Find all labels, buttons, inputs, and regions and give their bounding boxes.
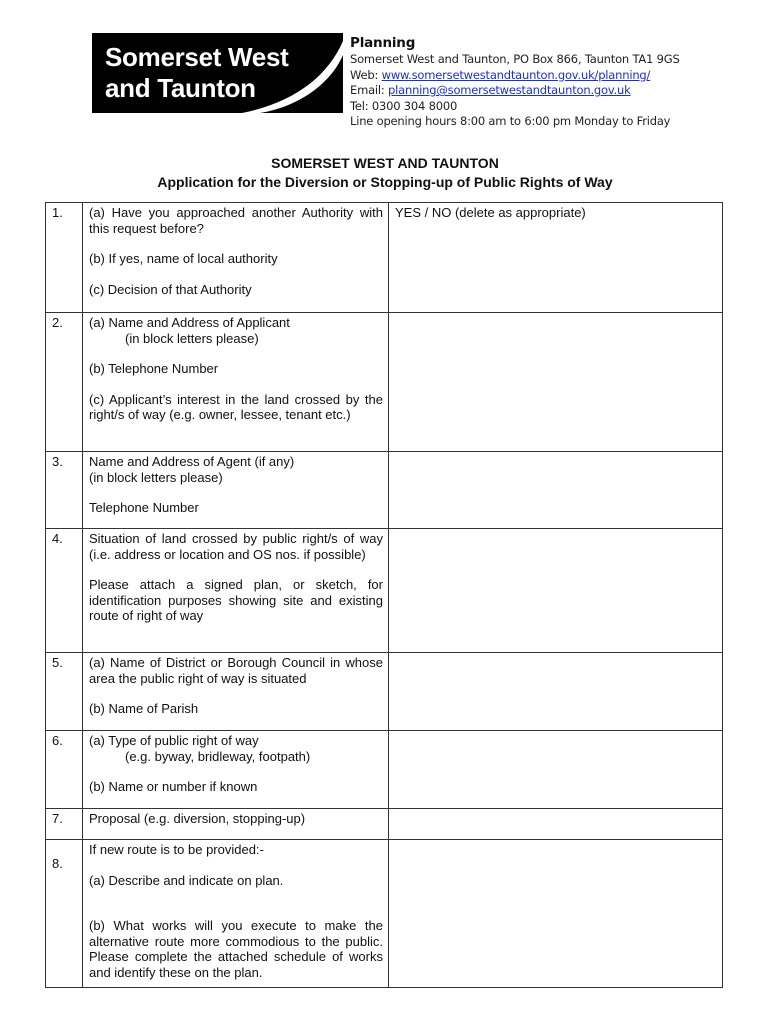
question-3a-hint: (in block letters please) (89, 469, 223, 485)
email-label: Email: (350, 83, 389, 98)
row-number: 7. (46, 809, 83, 840)
question-6b: (b) Name or number if known (89, 779, 258, 794)
web-line (350, 68, 680, 84)
table-row (46, 731, 723, 809)
department-title: Planning (350, 35, 416, 51)
question-2c: (c) Applicant’s interest in the land crossed by the right/s of way (e.g. owner, lessee, tenant etc.) (89, 391, 383, 422)
question-1b: (b) If yes, name of local authority (89, 251, 278, 266)
question-cell (83, 731, 389, 809)
question-cell (83, 313, 389, 452)
table-row (46, 203, 723, 313)
question-cell (83, 203, 389, 313)
row-number-label: 8. (52, 856, 63, 871)
question-1a: (a) Have you approached another Authority with this request before? (89, 205, 383, 236)
question-2a-hint: (in block letters please) (125, 330, 259, 346)
row-number: 3. (46, 452, 83, 529)
table-row (46, 529, 723, 653)
question-6a (89, 733, 383, 764)
row-number: 2. (46, 313, 83, 452)
question-6a-label: (a) Type of public right of way (89, 733, 259, 748)
table-row (46, 653, 723, 731)
email-link[interactable]: planning@somersetwestandtaunton.gov.uk (388, 83, 631, 98)
question-4a: Situation of land crossed by public right/s of way (i.e. address or location and OS nos. if possible) (89, 531, 383, 562)
answer-cell-4[interactable] (389, 529, 723, 653)
answer-cell-6[interactable] (389, 731, 723, 809)
row-number: 6. (46, 731, 83, 809)
answer-cell-5[interactable] (389, 653, 723, 731)
question-8-intro: If new route is to be provided:- (89, 842, 264, 857)
question-8b: (b) What works will you execute to make the alternative route more commodious to the public. Please complete the attached schedule of works and identify these on the plan. (89, 918, 383, 980)
question-5b: (b) Name of Parish (89, 701, 199, 716)
council-logo (92, 33, 343, 113)
table-row (46, 313, 723, 452)
question-2a-label: (a) Name and Address of Applicant (89, 315, 290, 330)
question-6a-hint: (e.g. byway, bridleway, footpath) (125, 748, 311, 764)
answer-cell-2[interactable] (389, 313, 723, 452)
question-cell (83, 840, 389, 988)
answer-cell-1[interactable] (389, 203, 723, 313)
question-7: Proposal (e.g. diversion, stopping-up) (89, 811, 306, 826)
yes-no-option: YES / NO (delete as appropriate) (395, 205, 586, 220)
table-row (46, 452, 723, 529)
form-title: Application for the Diversion or Stopping-up of Public Rights of Way (157, 174, 613, 190)
question-3a-label: Name and Address of Agent (if any) (89, 454, 295, 469)
question-2b: (b) Telephone Number (89, 361, 219, 376)
opening-hours: Line opening hours 8:00 am to 6:00 pm Monday to Friday (350, 114, 671, 129)
application-form-table (45, 202, 723, 988)
question-2a (89, 315, 383, 346)
row-number: 5. (46, 653, 83, 731)
contact-block (350, 34, 680, 130)
question-8a: (a) Describe and indicate on plan. (89, 872, 284, 888)
table-row (46, 840, 723, 988)
question-5a: (a) Name of District or Borough Council in whose area the public right of way is situated (89, 655, 383, 686)
logo-line-1: Somerset West (105, 42, 289, 72)
question-3b: Telephone Number (89, 500, 199, 515)
question-cell (83, 653, 389, 731)
row-number: 4. (46, 529, 83, 653)
web-link[interactable]: www.somersetwestandtaunton.gov.uk/planning/ (381, 67, 651, 82)
table-row (46, 809, 723, 840)
question-cell (83, 452, 389, 529)
telephone: Tel: 0300 304 8000 (350, 98, 458, 113)
row-number: 1. (46, 203, 83, 313)
organisation-heading: SOMERSET WEST AND TAUNTON (271, 155, 499, 171)
question-cell (83, 529, 389, 653)
answer-cell-8[interactable] (389, 840, 723, 988)
question-3a (89, 454, 383, 485)
row-number (46, 840, 83, 988)
web-label: Web: (350, 67, 382, 82)
logo-line-2: and Taunton (105, 73, 256, 103)
question-4b: Please attach a signed plan, or sketch, for identification purposes showing site and existing route of right of way (89, 577, 383, 623)
answer-cell-7[interactable] (389, 809, 723, 840)
email-line (350, 83, 680, 99)
question-cell (83, 809, 389, 840)
postal-address: Somerset West and Taunton, PO Box 866, Taunton TA1 9GS (350, 52, 680, 66)
answer-cell-3[interactable] (389, 452, 723, 529)
question-1c: (c) Decision of that Authority (89, 281, 252, 297)
